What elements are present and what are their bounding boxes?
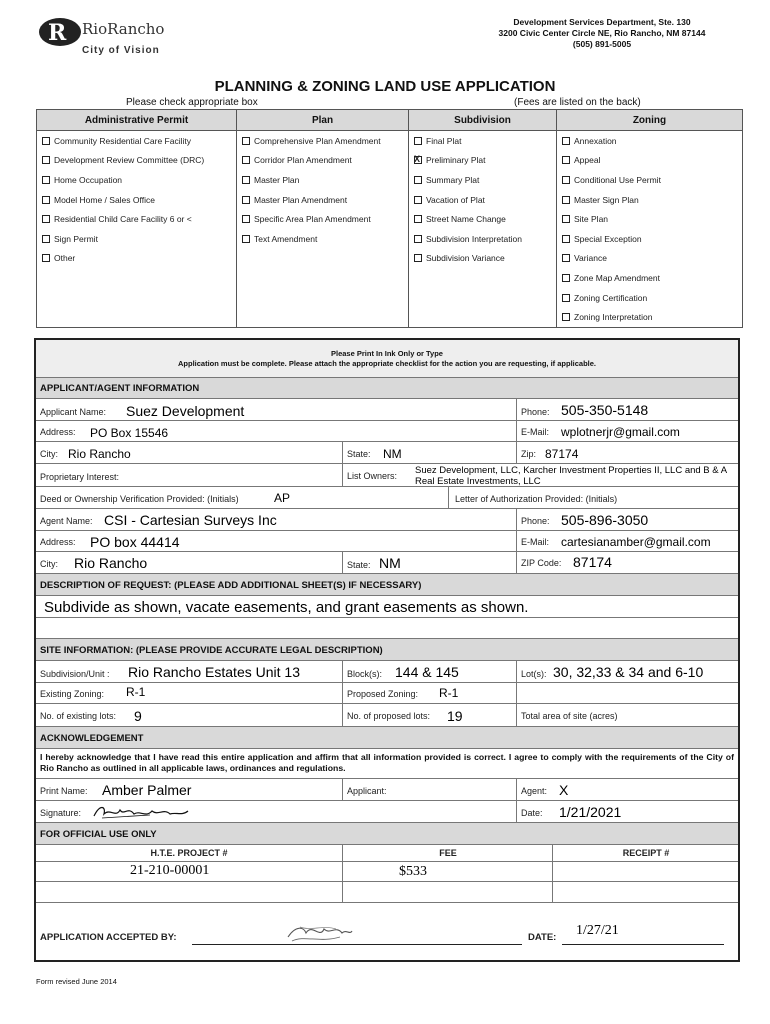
instructions-line-1: Please Print In Ink Only or Type: [331, 349, 443, 358]
checkbox[interactable]: [42, 176, 50, 184]
fee-header-cell: [342, 845, 552, 861]
agent-address-label: Address:: [40, 537, 76, 547]
agent-name-field[interactable]: CSI - Cartesian Surveys Inc: [104, 512, 277, 528]
receipt-blank-cell: [552, 882, 738, 902]
checklist-cell: [237, 268, 409, 288]
checkbox[interactable]: [414, 176, 422, 184]
checkbox[interactable]: [242, 176, 250, 184]
checkbox[interactable]: [414, 137, 422, 145]
checklist-cell: [237, 249, 409, 269]
receipt-header-cell: [552, 845, 738, 861]
column-header-subdivision: Subdivision: [409, 110, 557, 131]
checkbox-label: Site Plan: [574, 214, 609, 225]
city-label: City:: [40, 449, 58, 459]
checklist-cell[interactable]: [37, 209, 237, 229]
checklist-cell[interactable]: [557, 131, 743, 151]
application-type-table: [36, 109, 743, 328]
subdivision-label: Subdivision/Unit :: [40, 669, 110, 679]
agent-city-row: [36, 552, 738, 574]
page-title: PLANNING & ZONING LAND USE APPLICATION: [214, 78, 556, 95]
column-header-plan: Plan: [237, 110, 409, 131]
applicant-address-row: [36, 421, 738, 442]
applicant-email-field[interactable]: wplotnerjr@gmail.com: [561, 425, 680, 439]
column-header-administrative-permit: Administrative Permit: [37, 110, 237, 131]
official-blank-row: [36, 882, 738, 903]
applicant-zip-field[interactable]: 87174: [545, 447, 579, 461]
checklist-cell[interactable]: [237, 190, 409, 210]
checklist-cell[interactable]: [557, 170, 743, 190]
checkbox-label: Development Review Committee (DRC): [54, 155, 205, 166]
existing-zoning-label: Existing Zoning:: [40, 689, 105, 699]
applicant-mark-label: Applicant:: [347, 786, 387, 796]
checklist-cell[interactable]: [37, 170, 237, 190]
applicant-state-field[interactable]: NM: [383, 447, 402, 461]
agent-phone-field[interactable]: 505-896-3050: [561, 512, 649, 528]
deed-verification-row: [36, 487, 738, 509]
applicant-name-field[interactable]: Suez Development: [126, 403, 245, 419]
checkbox[interactable]: [562, 254, 570, 262]
checklist-row: [37, 288, 743, 308]
applicant-city-row: [36, 442, 738, 464]
date-label: Date:: [521, 808, 543, 818]
checklist-row: [37, 307, 743, 327]
applicant-name-row: [36, 399, 738, 421]
checklist-cell[interactable]: [237, 151, 409, 171]
existing-lots-field[interactable]: 9: [134, 708, 142, 724]
checkbox-label: Zoning Certification: [574, 292, 648, 303]
agent-email-cell: [516, 531, 738, 551]
checklist-cell[interactable]: [557, 268, 743, 288]
fees-note: (Fees are listed on the back): [514, 97, 641, 108]
checkbox-label: Preliminary Plat: [426, 155, 486, 166]
checklist-cell: [37, 268, 237, 288]
checklist-row: [37, 131, 743, 151]
agent-zip-cell: [516, 552, 738, 573]
checklist-cell: [37, 307, 237, 327]
checklist-cell[interactable]: [409, 151, 557, 171]
official-use-header-label: FOR OFFICIAL USE ONLY: [40, 829, 157, 840]
blocks-label: Block(s):: [347, 669, 383, 679]
loa-label: Letter of Authorization Provided: (Initials): [455, 494, 618, 504]
dept-line-1: Development Services Department, Ste. 130: [513, 17, 691, 27]
logo-wordmark: RioRancho: [82, 20, 165, 38]
dept-line-2: 3200 Civic Center Circle NE, Rio Rancho, NM 87144: [498, 28, 706, 38]
application-form: [34, 338, 740, 962]
applicant-address-field[interactable]: PO Box 15546: [90, 426, 169, 440]
checkbox[interactable]: [42, 254, 50, 262]
city-logo: [38, 16, 178, 60]
site-section-header: [36, 639, 738, 661]
proposed-zoning-cell: [342, 683, 516, 703]
checkbox-label: Master Sign Plan: [574, 194, 639, 205]
applicant-city-field[interactable]: Rio Rancho: [68, 447, 131, 461]
checklist-cell[interactable]: [37, 249, 237, 269]
acknowledgement-header-label: ACKNOWLEDGEMENT: [40, 733, 144, 744]
checkbox-label: Variance: [574, 253, 607, 264]
checkbox-label: Master Plan: [254, 174, 300, 185]
applicant-section-header: [36, 378, 738, 399]
lots-count-row: [36, 704, 738, 727]
checklist-cell[interactable]: [409, 190, 557, 210]
checklist-cell: [409, 307, 557, 327]
checkbox[interactable]: [42, 137, 50, 145]
checklist-cell[interactable]: [557, 307, 743, 327]
agent-mark-field[interactable]: X: [559, 782, 569, 798]
blocks-field[interactable]: 144 & 145: [395, 664, 459, 680]
proprietary-interest-row: [36, 464, 738, 487]
accepted-date-line[interactable]: [562, 944, 724, 945]
checklist-cell[interactable]: [37, 151, 237, 171]
site-header-label: SITE INFORMATION: (PLEASE PROVIDE ACCURATE LEGAL DESCRIPTION): [40, 645, 383, 656]
checklist-cell[interactable]: [409, 249, 557, 269]
checklist-cell[interactable]: [409, 131, 557, 151]
owners-field[interactable]: Suez Development, LLC, Karcher Investment Properties II, LLC and B & A Real Estate Investments, LLC: [415, 465, 727, 487]
checkbox[interactable]: [562, 294, 570, 302]
checkbox[interactable]: [562, 235, 570, 243]
signature-label: Signature:: [40, 808, 82, 818]
subdivision-field[interactable]: Rio Rancho Estates Unit 13: [128, 664, 300, 680]
checkbox-label: Zoning Interpretation: [574, 312, 653, 323]
receipt-value-cell[interactable]: [552, 862, 738, 881]
checkbox[interactable]: [562, 274, 570, 282]
checklist-cell[interactable]: [409, 209, 557, 229]
accepted-by-line[interactable]: [192, 944, 522, 945]
lots-cell: [516, 661, 738, 682]
fee-field[interactable]: $533: [399, 864, 427, 879]
department-address: [472, 17, 732, 50]
checklist-cell[interactable]: [557, 209, 743, 229]
checkbox-label: Master Plan Amendment: [254, 194, 348, 205]
applicant-phone-field[interactable]: 505-350-5148: [561, 402, 649, 418]
instructions-row: [36, 340, 738, 378]
list-owners-cell: [342, 464, 738, 486]
checkbox[interactable]: [242, 235, 250, 243]
agent-email-field[interactable]: cartesianamber@gmail.com: [561, 535, 711, 549]
signature-image[interactable]: [90, 802, 190, 822]
description-row-1: [36, 596, 738, 618]
checkbox-label: Vacation of Plat: [426, 194, 485, 205]
checkbox-label: Comprehensive Plan Amendment: [254, 135, 381, 146]
checkbox[interactable]: [242, 196, 250, 204]
agent-city-label: City:: [40, 559, 58, 569]
checkbox-label: Special Exception: [574, 233, 642, 244]
signature-date-cell: [516, 801, 738, 822]
checkbox-label: Subdivision Interpretation: [426, 233, 522, 244]
agent-address-field[interactable]: PO box 44414: [90, 534, 180, 550]
loa-cell: [448, 487, 738, 508]
agent-address-row: [36, 531, 738, 552]
checklist-cell[interactable]: [237, 209, 409, 229]
print-name-row: [36, 779, 738, 801]
checkbox-label: Specific Area Plan Amendment: [254, 214, 371, 225]
checkbox[interactable]: [42, 215, 50, 223]
checkbox[interactable]: [562, 313, 570, 321]
state-label: State:: [347, 449, 371, 459]
hte-project-label: H.T.E. PROJECT #: [150, 848, 228, 858]
list-owners-label: List Owners:: [347, 471, 398, 481]
address-label: Address:: [40, 427, 76, 437]
checkbox-label: Conditional Use Permit: [574, 174, 661, 185]
hte-project-field[interactable]: 21-210-00001: [130, 863, 210, 878]
agent-name-row: [36, 509, 738, 531]
checkbox[interactable]: [42, 156, 50, 164]
fee-value-cell: [342, 862, 552, 881]
applicant-name-label: Applicant Name:: [40, 407, 107, 417]
checkbox-label: Community Residential Care Facility: [54, 135, 191, 146]
checkbox[interactable]: [414, 215, 422, 223]
official-headers-row: [36, 845, 738, 862]
phone-label: Phone:: [521, 407, 550, 417]
zip-label: Zip:: [521, 449, 537, 459]
checkbox-label: Text Amendment: [254, 233, 318, 244]
fee-label: FEE: [439, 848, 457, 858]
agent-mark-label: Agent:: [521, 786, 548, 796]
checklist-cell[interactable]: [237, 170, 409, 190]
deed-initials-field[interactable]: AP: [274, 491, 291, 505]
description-header-label: DESCRIPTION OF REQUEST: (PLEASE ADD ADDITIONAL SHEET(S) IF NECESSARY): [40, 580, 422, 591]
official-values-row: [36, 862, 738, 882]
checklist-cell: [409, 268, 557, 288]
accepted-by-label: APPLICATION ACCEPTED BY:: [40, 932, 177, 943]
checklist-cell[interactable]: [237, 131, 409, 151]
accepted-date-field[interactable]: 1/27/21: [576, 923, 619, 938]
agent-email-label: E-Mail:: [521, 537, 550, 547]
checkbox-label: Model Home / Sales Office: [54, 194, 155, 205]
accepted-by-row: [36, 903, 738, 960]
checkbox-label: Other: [54, 253, 76, 264]
deed-label: Deed or Ownership Verification Provided: (Initials): [40, 494, 239, 504]
zip-code-label: ZIP Code:: [521, 558, 562, 568]
checkbox[interactable]: [242, 156, 250, 164]
print-name-field[interactable]: Amber Palmer: [102, 782, 192, 798]
fee-blank-cell: [342, 882, 552, 902]
column-header-zoning: Zoning: [557, 110, 743, 131]
checklist-cell[interactable]: [557, 151, 743, 171]
checklist-cell: [237, 307, 409, 327]
checkbox-label: Home Occupation: [54, 174, 123, 185]
checkbox-label: Final Plat: [426, 135, 462, 146]
total-area-cell: [516, 704, 738, 726]
checkbox[interactable]: [414, 156, 422, 164]
checkbox[interactable]: [414, 196, 422, 204]
agent-phone-cell: [516, 509, 738, 530]
lots-field[interactable]: 30, 32,33 & 34 and 6-10: [553, 664, 704, 680]
checkbox[interactable]: [562, 137, 570, 145]
description-row-2[interactable]: [36, 618, 738, 639]
receipt-label: RECEIPT #: [622, 848, 670, 858]
checklist-row: [37, 209, 743, 229]
checklist-row: [37, 268, 743, 288]
checklist-cell[interactable]: [237, 229, 409, 249]
acknowledgement-text-row: [36, 749, 738, 779]
applicant-header-label: APPLICANT/AGENT INFORMATION: [40, 383, 200, 394]
checklist-cell[interactable]: [37, 229, 237, 249]
checkbox[interactable]: [242, 137, 250, 145]
zoning-row: [36, 683, 738, 704]
checkbox[interactable]: [42, 196, 50, 204]
checklist-cell[interactable]: [557, 229, 743, 249]
checkbox[interactable]: [414, 235, 422, 243]
checkbox[interactable]: [414, 254, 422, 262]
acknowledgement-text: I hereby acknowledge that I have read this entire application and affirm that all information provided is correct. I agree to comply with the requirements of the City of Rio Rancho as outlined in all applicable laws, ordinances and regulations.: [40, 752, 734, 773]
agent-city-field[interactable]: Rio Rancho: [74, 555, 148, 571]
proposed-lots-label: No. of proposed lots:: [347, 711, 431, 721]
agent-state-field[interactable]: NM: [379, 555, 401, 571]
acknowledgement-section-header: [36, 727, 738, 749]
checklist-cell: [237, 288, 409, 308]
official-use-section-header: [36, 823, 738, 845]
checklist-cell[interactable]: [37, 131, 237, 151]
checkbox-label: Corridor Plan Amendment: [254, 155, 352, 166]
agent-mark-cell: [516, 779, 738, 800]
checkbox[interactable]: [242, 215, 250, 223]
proprietary-interest-label: Proprietary Interest:: [40, 472, 120, 482]
checklist-row: [37, 229, 743, 249]
checkbox[interactable]: [562, 156, 570, 164]
checklist-cell: [37, 288, 237, 308]
agent-name-label: Agent Name:: [40, 516, 93, 526]
checklist-cell[interactable]: [409, 170, 557, 190]
checkbox[interactable]: [562, 196, 570, 204]
checklist-row: [37, 190, 743, 210]
checklist-cell[interactable]: [557, 249, 743, 269]
checklist-cell[interactable]: [37, 190, 237, 210]
checklist-cell[interactable]: [409, 229, 557, 249]
checkbox-label: Residential Child Care Facility 6 or <: [54, 214, 192, 225]
dept-line-3: (505) 891-5005: [572, 39, 632, 49]
signature-date-field[interactable]: 1/21/2021: [559, 804, 622, 820]
description-section-header: [36, 574, 738, 596]
agent-state-label: State:: [347, 560, 371, 570]
check-note: Please check appropriate box: [126, 97, 258, 108]
lots-label: Lot(s):: [521, 669, 547, 679]
checkbox-label: Street Name Change: [426, 214, 506, 225]
applicant-state-cell: [342, 442, 516, 463]
blocks-cell: [342, 661, 516, 682]
existing-zoning-field[interactable]: R-1: [126, 685, 146, 699]
checkbox-label: Appeal: [574, 155, 601, 166]
print-name-label: Print Name:: [40, 786, 88, 796]
agent-zip-field[interactable]: 87174: [573, 554, 612, 570]
proposed-zoning-label: Proposed Zoning:: [347, 689, 419, 699]
checklist-row: [37, 170, 743, 190]
checkbox-label: Sign Permit: [54, 233, 98, 244]
description-field[interactable]: Subdivide as shown, vacate easements, and grant easements as shown.: [44, 599, 529, 616]
checkbox-label: Annexation: [574, 135, 617, 146]
applicant-mark-cell: [342, 779, 516, 800]
checkbox-label: Subdivision Variance: [426, 253, 505, 264]
accepted-by-signature-image: [284, 919, 354, 947]
checkbox-label: Zone Map Amendment: [574, 272, 660, 283]
existing-lots-label: No. of existing lots:: [40, 711, 117, 721]
signature-row: [36, 801, 738, 823]
checklist-cell[interactable]: [557, 288, 743, 308]
checklist-cell[interactable]: [557, 190, 743, 210]
checklist-row: [37, 249, 743, 269]
form-revision-note: Form revised June 2014: [36, 977, 117, 986]
proposed-lots-field[interactable]: 19: [447, 708, 463, 724]
proposed-lots-cell: [342, 704, 516, 726]
rr-emblem-icon: [38, 16, 82, 48]
applicant-email-cell: [516, 421, 738, 441]
svg-text:R: R: [48, 20, 67, 46]
zoning-blank-cell: [516, 683, 738, 703]
applicant-phone-cell: [516, 399, 738, 420]
checklist-row: [37, 151, 743, 171]
checkbox[interactable]: [562, 176, 570, 184]
checklist-cell: [409, 288, 557, 308]
total-area-label: Total area of site (acres): [521, 711, 618, 721]
email-label: E-Mail:: [521, 427, 550, 437]
checkbox[interactable]: [42, 235, 50, 243]
proposed-zoning-field[interactable]: R-1: [439, 686, 459, 700]
instructions-line-2: Application must be complete. Please attach the appropriate checklist for the action you are requesting, if applicable.: [177, 359, 597, 368]
accepted-date-label: DATE:: [528, 932, 557, 943]
subdivision-row: [36, 661, 738, 683]
checkbox[interactable]: [562, 215, 570, 223]
logo-tagline: City of Vision: [82, 45, 160, 56]
applicant-zip-cell: [516, 442, 738, 463]
agent-phone-label: Phone:: [521, 516, 550, 526]
agent-state-cell: [342, 552, 516, 573]
checkbox-label: Summary Plat: [426, 174, 480, 185]
